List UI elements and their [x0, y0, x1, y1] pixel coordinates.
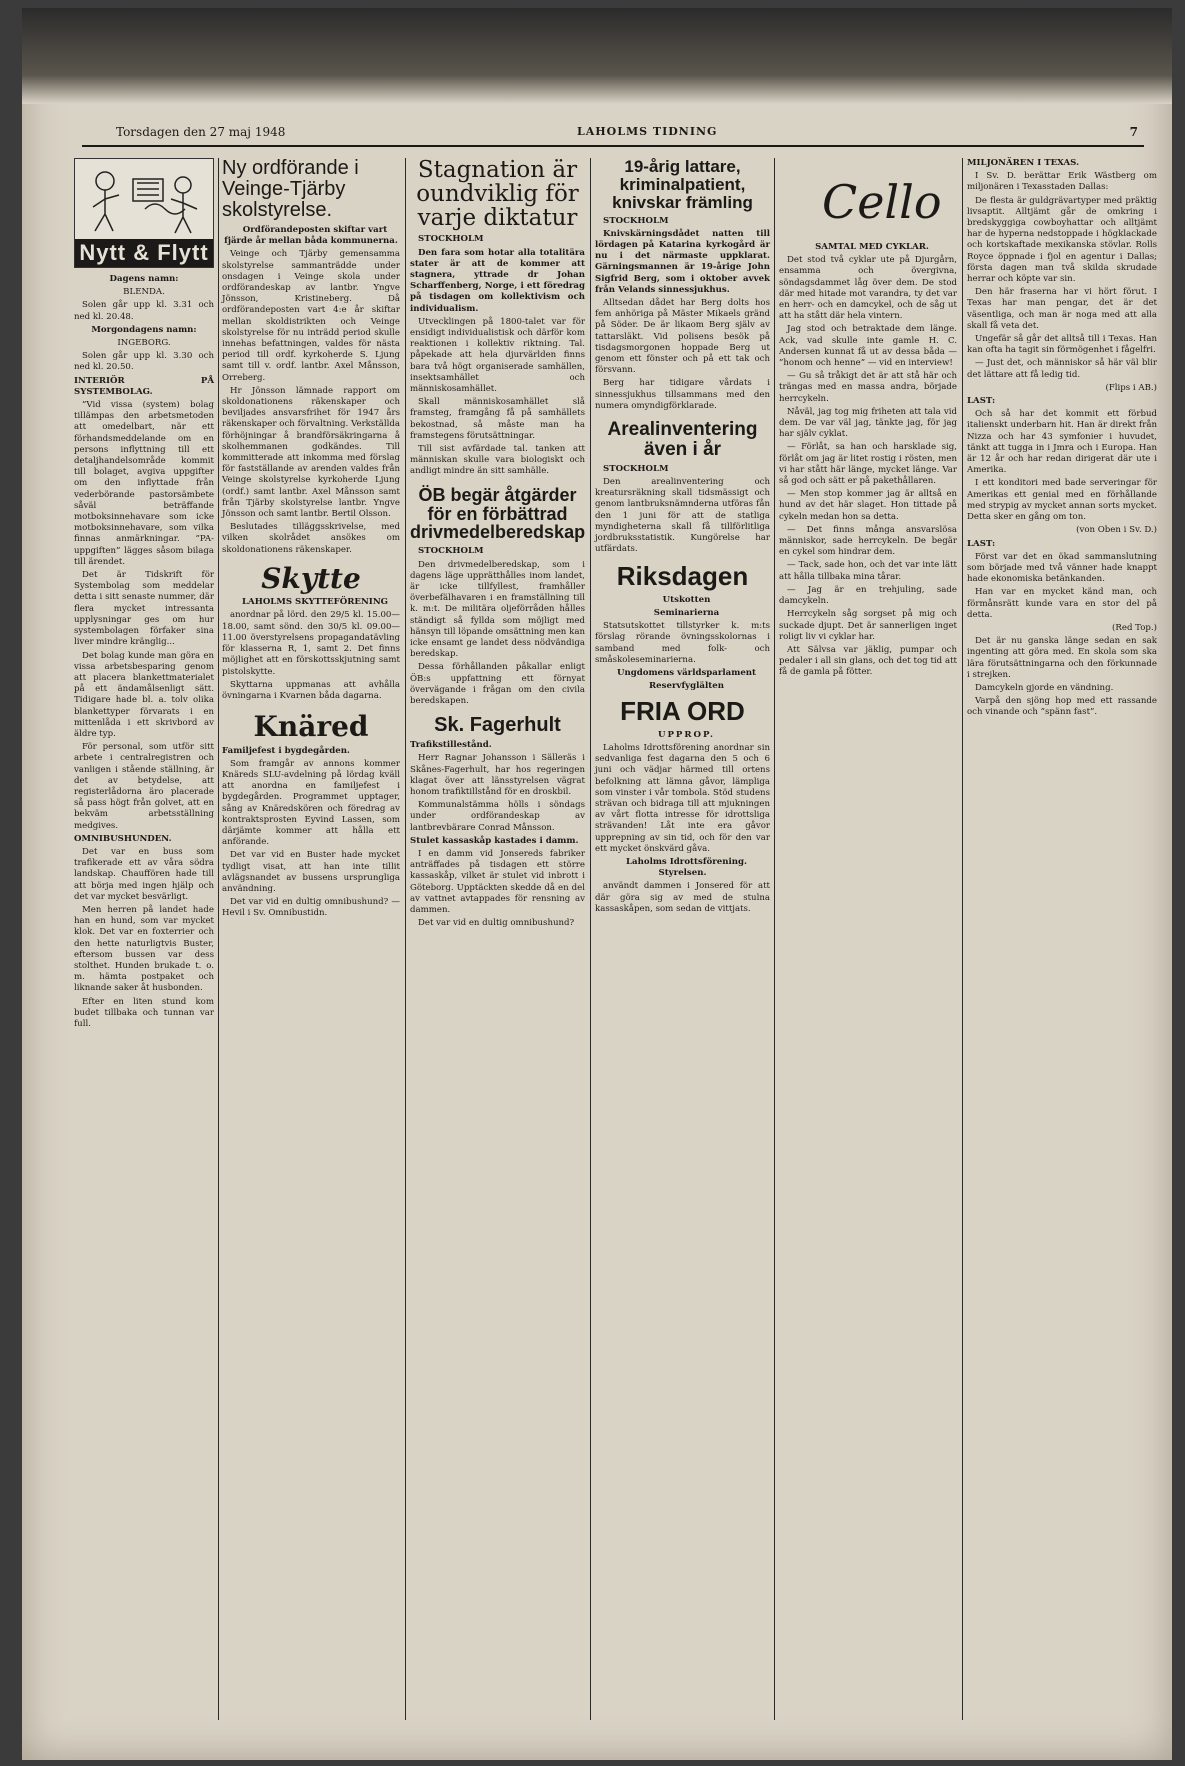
signoff: (Flips i AB.): [1105, 382, 1157, 393]
body-paragraph: Till sist avfärdade tal. tanken att människan skulle vara biologiskt och andligt mindre än sitt samhälle.: [410, 444, 585, 477]
headline-fria-ord: FRIA ORD: [620, 696, 745, 727]
body-paragraph: Statsutskottet tillstyrker k. m:ts förslag rörande övningsskolornas i samband med folk- och småskoleseminarierna.: [595, 621, 770, 665]
body-paragraph: anordnar på lörd. den 29/5 kl. 15.00—18.00, samt sönd. den 30/5 kl. 09.00—11.00 överstyrelsens propagandatävling för klasserna R, 1, samt 2. Det finns möjlighet att en förskottsskjutning samt pistolskytte.: [222, 610, 400, 677]
body-paragraph: Det stod två cyklar ute på Djurgårn, ensamma och övergivna, söndagsdammet låg över dem. De stod där med hitade mot varandra, ty det var en herr- och en damcykel, och de såg ut att ha stått där hela vintern.: [779, 255, 957, 322]
deck: Ordförandeposten skiftar vart fjärde år mellan båda kommunerna.: [224, 225, 398, 247]
body-paragraph: Beslutades tilläggsskrivelse, med vilken skolrådet ansökes om skoldonationens räkenskaper.: [222, 522, 400, 555]
headline-ob: ÖB begär åtgärder för en förbättrad drivmedelberedskap: [410, 484, 586, 543]
article-paragraph: Det var en buss som trafikerade ett av våra södra landskap. Chauffören hade till att börja med ingen hjälp och det var mycket besvärligt.: [74, 846, 214, 902]
article-paragraph: Efter en liten stund kom budet tillbaka och tunnan var full.: [74, 996, 214, 1029]
column-5: [779, 158, 957, 1730]
column-rule: [590, 158, 591, 1720]
column-rule: [962, 158, 963, 1720]
body-paragraph: — Tack, sade hon, och det var inte lätt att hålla tillbaka mina tårar.: [779, 560, 957, 582]
cello-logo: [814, 158, 942, 238]
cartoon-illustration: [75, 159, 213, 239]
body-paragraph: — Jag är en trehjuling, sade damcykeln.: [779, 584, 957, 607]
headline-skytte: Skytte: [261, 561, 361, 595]
headline-fagerhult: Sk. Fagerhult: [434, 714, 561, 737]
paper-name: LAHOLMS TIDNING: [577, 125, 718, 138]
column-rule: [405, 158, 406, 1720]
cartoon-title: Nytt & Flytt: [75, 239, 213, 267]
body-paragraph: Skyttarna uppmanas att avhålla övningarna i Kvarnen båda dagarna.: [222, 679, 400, 701]
names-tomorrow: INGEBORG.: [117, 338, 171, 349]
signoff: (Red Top.): [1112, 622, 1157, 633]
headline-knared: Knäred: [253, 710, 369, 744]
body-paragraph: Det var vid en Buster hade mycket tydligt visat, att han inte tillit avlägsnandet av bussens ursprungliga användning.: [222, 850, 400, 894]
article-paragraph: För personal, som utför sitt arbete i centralregistren och vanligen i stående ställning, är det av betydelse, att registerlådorna äro placerade så pass högt från golvet, att en bekväm arbetsställning medgives.: [74, 742, 214, 831]
binding-shadow: [22, 8, 1172, 104]
stuld-subhead: Stulet kassaskåp kastades i damm.: [410, 835, 579, 846]
body-paragraph: Laholms Idrottsförening anordnar sin sedvanliga fest dagarna den 5 och 6 juni och vädjar härmed till ortens befolkning att lämna gåvor, lämpliga som vinster i vår tombola. Stöd studens strävan och bidraga till att mjukningen av vårt flotta intresse för idrottsliga strävanden! Låt inte era gåvor upprepning av sin tid, och för den var ett mycket önskvärd gåva.: [595, 742, 770, 854]
riksdagen-subhead-3: Ungdomens världsparlament: [616, 668, 757, 678]
knared-subhead: Familjefest i bygdegården.: [222, 745, 350, 756]
last-heading: LAST:: [967, 538, 996, 549]
nytt-flytt-cartoon: [74, 158, 214, 268]
body-paragraph: Det är nu ganska länge sedan en sak ingenting att göra med. En skola som ska lära förutsättningarna och den förkunnade i strejken.: [967, 636, 1157, 680]
body-paragraph: Utvecklingen på 1800-talet var för ensidigt individualistisk och därför kom reaktionen i kollektiv riktning. Tal. påpekade att hela djurvärlden finns bara två högt organiserade samhällen, insektsamhället och människosamhället.: [410, 316, 585, 395]
newspaper-page: [22, 8, 1172, 1760]
riksdagen-subhead-2: Seminarierna: [653, 607, 720, 618]
body-paragraph: Hr Jönsson lämnade rapport om skoldonationens räkenskaper och beviljades ansvarsfrihet för 1947 års räkenskaper och förvaltning. Verkställda förhöjningar å brandförsäkringarna å skolhemmanen godkändes. Till kommitterade att inkomma med förslag för fastställande av arenden valdes från Veinge skolstyrelse kyrkoherde Ljung (ordf.) samt lantbr. Axel Månsson samt från Tjärby skolstyrelse lantbr. Yngve Jönsson och samt lantbr. Bertil Olsson.: [222, 385, 400, 520]
dateline: STOCKHOLM: [418, 546, 484, 557]
body-paragraph: Det var vid en dultig omnibushund? — Hevil i Sv. Omnibustidn.: [222, 897, 400, 919]
body-paragraph: — Gu så tråkigt det är att stå här och trängas med en massa andra, började herrcykeln.: [779, 371, 957, 404]
dateline: STOCKHOLM: [418, 234, 484, 245]
body-paragraph: I Sv. D. berättar Erik Wästberg om miljonären i Texasstaden Dallas:: [967, 171, 1157, 193]
page-number: 7: [1129, 125, 1138, 139]
cello-logo-art: [814, 158, 942, 238]
body-paragraph: Att Sälvsa var jäklig, pumpar och pedaler i all sin glans, och det tog tid att få de gamla på fötter.: [779, 644, 957, 678]
body-paragraph: Och så har det kommit ett förbud italienskt underbarn hit. Han är direkt från Nizza och har 43 symfonier i huvudet, tänkt att tugga in i Jmra och i Europa. Han är 12 år och har redan dirigerat där ute i Amerika.: [967, 409, 1157, 476]
column-6: [967, 158, 1157, 1730]
dateline: STOCKHOLM: [603, 215, 669, 226]
body-paragraph: Herrcykeln såg sorgset på mig och suckade djupt. Det är sannerligen inget roligt liv vi cyklar har.: [779, 609, 957, 642]
riksdagen-subhead-4: Reservfyglälten: [649, 681, 724, 692]
headline-riksdagen: Riksdagen: [616, 561, 749, 592]
body-paragraph: Den arealinventering och kreatursräkning skall tidsmässigt och genom lantbruksnämnderna utföras fån den 1 juni för att de statliga myndigheterna skall få tillförlitliga jordbruksstatistik. Kungörelse har utfärdats.: [595, 477, 770, 555]
fagerhult-subhead: Trafikstillestånd.: [410, 740, 492, 751]
body-paragraph: De flesta är guldgrävartyper med präktig livsaptit. Alltjämt går de omkring i bredskyggiga cowboyhattar och alltjämt har de hyperna nedstoppade i högklackade och kortskaftade mexikanska stövlar. Rolls Royce öppnade i fjol en agentur i Dallas; första dagen man två skilda skrudade herrar och köpte var sin.: [967, 195, 1157, 285]
body-paragraph: Damcykeln gjorde en vändning.: [975, 682, 1114, 693]
body-paragraph: Ungefär så går det alltså till i Texas. Han kan ofta ha tagit sin förmögenhet i fågelfri.: [967, 334, 1157, 356]
article-paragraph: Det är Tidskrift för Systembolag som meddelar detta i sitt senaste nummer, där flera mycket intressanta upplysningar ges om hur systembolagen förfaker sina liver mindre kränglig...: [74, 570, 214, 648]
body-paragraph: Kommunalstämma hölls i söndags under ordförandeskap av lantbrevbärare Conrad Månsson.: [410, 800, 585, 833]
body-paragraph: Berg har tidigare vårdats i sinnessjukhus tillsammans med den numera omyndigförklarade.: [595, 378, 770, 411]
body-paragraph: Herr Ragnar Johansson i Sälleräs i Skånes-Fagerhult, har hos regeringen klagat över att länsstyrelsen vägrat honom trafiktillstånd för en droskbil.: [410, 753, 585, 798]
headline-arealinventering: Arealinventering även i år: [607, 418, 758, 460]
names-today: BLENDA.: [123, 287, 165, 298]
riksdagen-subhead: Utskotten: [662, 594, 711, 605]
signoff: (von Oben i Sv. D.): [1076, 525, 1157, 536]
body-paragraph: — Just det, och människor så här väl blir det lättare att få ledig tid.: [967, 358, 1157, 380]
headline-stagnation: Stagnation är oundviklig för varje diktatur: [416, 157, 579, 232]
body-paragraph: Varpå den sjöng hop med ett rassande och vinande och ”spänn fast”.: [967, 696, 1157, 718]
body-paragraph: Skall människosamhället slå framsteg, framgång få på samhällets bekostnad, så måste man ha framstegens förutsättningar.: [410, 397, 585, 441]
column-rule: [774, 158, 775, 1720]
body-paragraph: Veinge och Tjärby gemensamma skolstyrelse sammanträdde under onsdagen i Veinge skola under ordförandeskap av lantbr. Yngve Jönsson, Kristineberg. Då ordförandeposten vart 4:e år skiftar mellan skoldistrikten och Veinge skolstyrelse för nu inträdd period skulle innehas befattningen, valdes för nästa period till ordf. kyrkoherde S. Ljung samt till v. ordf. lantbr. Axel Månsson, Orreberg.: [222, 249, 400, 383]
running-header: [82, 123, 1144, 147]
body-paragraph: — Men stop kommer jag är alltså en hund av det här slaget. Hon tittade på cykeln medan hon sa detta.: [779, 489, 957, 522]
body-paragraph: Som framgår av annons kommer Knäreds SLU-avdelning på lördag kväll att anordna en familjefest i bygdegården. Programmet upptager, sång av Knäredskören och föredrag av kontraktsprosten Eyvind Lassen, som därjämte kommer att hålla ett anförande.: [222, 758, 400, 848]
sun-today: Solen går upp kl. 3.31 och ned kl. 20.48.: [74, 300, 214, 322]
headline-19-arig: 19-årig lattare, kriminalpatient, knivskar främling: [612, 157, 753, 212]
body-paragraph: — Förlåt, sa han och harsklade sig, förlåt om jag är litet rostig i rösten, men vi har stått här länge, mycket länge. Var så god och sätt er på pakethållaren.: [779, 442, 957, 487]
headline-ny-ordforande: Ny ordförande i Veinge-Tjärby skolstyrelse.: [222, 157, 359, 221]
body-paragraph: Den drivmedelberedskap, som i dagens läge upprätthålles inom landet, är icke tillfyllest, framhåller överbefälhavaren i en framställning till k. m:t. De militära oljeförråden hålles ständigt så fyllda som möjligt med hänsyn till löpande omsättning men kan icke ensamt ge landet dess nödvändiga beredskap.: [410, 559, 585, 660]
signature: Laholms Idrottsförening. Styrelsen.: [625, 856, 748, 879]
body-paragraph: I en damm vid Jonsereds fabriker anträffades på tisdagen ett större kassaskåp, vilket är stulet vid inbrott i Göteborg. Upptäckten skedde då en del av vattnet avtappades för rensning av dammen.: [410, 849, 585, 916]
samtal-heading: SAMTAL MED CYKLAR.: [815, 242, 929, 252]
column-1: [74, 158, 214, 1730]
cello-logo-text: Cello: [822, 175, 942, 229]
body-paragraph: Alltsedan dådet har Berg dolts hos fem anhöriga på Mäster Mikaels gränd på Söder. De är likaom Berg själv av tattarsläkt. Vid polisens besök på tisdagsmorgonen hoppade Berg ut genom ett fönster och på ett tak och försvann.: [595, 297, 770, 376]
dateline: STOCKHOLM: [603, 463, 669, 474]
body-paragraph: — Det finns många ansvarslösa människor, sade herrcykeln. De begär en cykel som hindrar dem.: [779, 524, 957, 558]
miljonaren-heading: MILJONÄREN I TEXAS.: [967, 158, 1080, 168]
body-paragraph: I ett konditori med bade serveringar för Amerikas ett genial med en förhållande med strypig av mycket annan sorts mycket. Detta sker en gång om ton.: [967, 478, 1157, 523]
column-2: [222, 158, 400, 1730]
column-rule: [218, 158, 219, 1720]
skytte-subhead: LAHOLMS SKYTTEFÖRENING: [241, 597, 389, 608]
article-heading: INTERIÖR PÅ SYSTEMBOLAG.: [74, 375, 214, 397]
issue-date: Torsdagen den 27 maj 1948: [116, 125, 286, 139]
names-tomorrow-heading: Morgondagens namn:: [91, 324, 197, 335]
article-heading: OMNIBUSHUNDEN.: [74, 833, 172, 844]
body-paragraph: Jag stod och betraktade dem länge. Ack, vad skulle inte gamle H. C. Andersen kunnat få ut av dessa båda — ”honom och henne” — vid en interview!: [779, 324, 957, 369]
lead-paragraph: Knivskärningsdådet natten till lördagen på Katarina kyrkogård är nu i det närmaste uppklarat. Gärningsmannen är 19-årige John Sigfrid Berg, som i oktober avvek från Velands sinnessjukhus.: [595, 228, 770, 295]
body-paragraph: Han var en mycket känd man, och förmånsrätt kunde vara en stor del på detta.: [967, 587, 1157, 620]
body-paragraph: användt dammen i Jonsered för att där göra sig av med de stulna kassaskåpen, som sedan de vittjats.: [595, 881, 770, 914]
article-paragraph: Det bolag kunde man göra en vissa arbetsbesparing genom att placera blankettmaterialet på ett ändamålsenligt sätt. Tidigare hade bl. a. tolv olika blankettyper förvarats i en mittenlåda i ett skrivbord av äldre typ.: [74, 650, 214, 739]
body-paragraph: Den här fraserna har vi hört förut. I Texas har man pengar, det är det väsentliga, och man är noga med att alla skall få veta det.: [967, 287, 1157, 331]
last-heading: LAST:: [967, 396, 996, 407]
body-paragraph: Nåväl, jag tog mig friheten att tala vid dem. De var väl jag, tänkte jag, för jag har själv cyklat.: [779, 406, 957, 440]
names-today-heading: Dagens namn:: [109, 274, 179, 284]
fria-ord-subhead: UPPROP.: [657, 729, 716, 740]
lead-paragraph: Den fara som hotar alla totalitära stater är att de kommer att stagnera, yttrade dr Johan Scharffenberg, Norge, i ett föredrag på tisdagen om kollektivism och individualism.: [410, 247, 585, 314]
column-3: [410, 158, 585, 1730]
sun-tomorrow: Solen går upp kl. 3.30 och ned kl. 20.50.: [74, 351, 214, 373]
body-paragraph: Först var det en ökad sammanslutning som började med två vänner hade knappt hade ekonomiska betänkanden.: [967, 551, 1157, 585]
article-paragraph: ”Vid vissa (system) bolag tillämpas den arbetsmetoden att omedelbart, när ett förhandsmeddelande om en persons inflyttning till ett detaljhandelsområde kommit till bolaget, avgiva uppgifter om den inflyttade från vederbörande pastorsämbete såväl beträffande motboksinnehavare som icke motboksinnehavare, som vilka finnas anmärkningar. ”PA-uppgiften” lägges såsom bilaga till ärendet.: [74, 400, 214, 567]
column-4: [595, 158, 770, 1730]
body-paragraph: Det var vid en dultig omnibushund?: [418, 918, 575, 929]
article-paragraph: Men herren på landet hade han en hund, som var mycket klok. Det var en foxterrier och den hette naturligtvis Buster, eftersom bussen var dess stolthet. Hunden brukade t. o. m. hämta postpaket och liknande saker åt husbonden.: [74, 904, 214, 994]
body-paragraph: Dessa förhållanden påkallar enligt ÖB:s uppfattning ett förnyat övervägande i frågan om den civila beredskapen.: [410, 662, 585, 706]
